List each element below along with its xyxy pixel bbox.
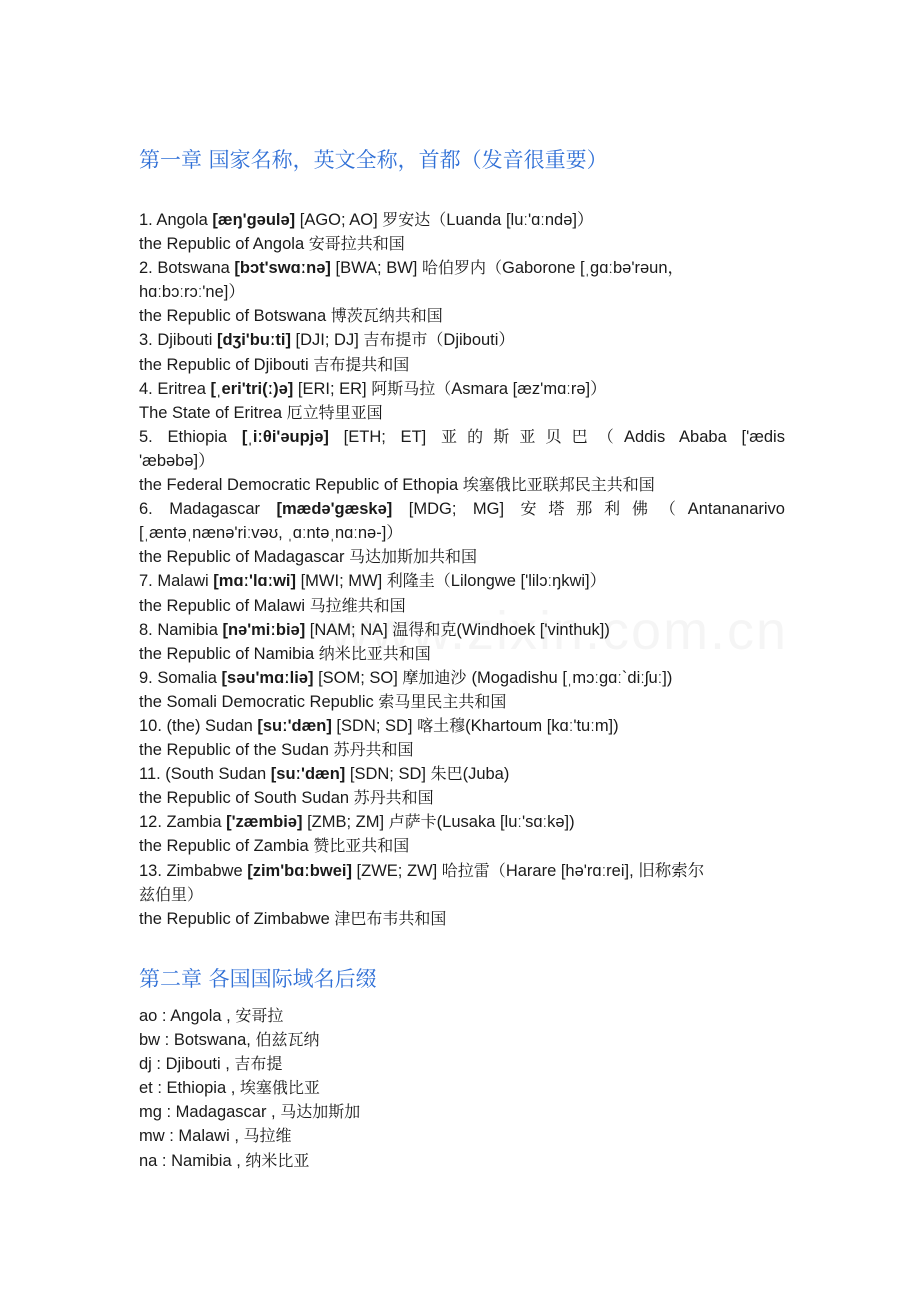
country-name: 2. Botswana: [139, 259, 235, 278]
country-entry-line: [139, 425, 785, 449]
country-entry-line: [139, 859, 785, 883]
domain-country-chinese: 马拉维: [243, 1126, 292, 1146]
country-code: [SDN; SD]: [345, 765, 431, 784]
domain-code: dj : Djibouti ,: [139, 1055, 235, 1074]
full-name-english: the Republic of Namibia: [139, 644, 319, 663]
chapter2-body: [139, 1004, 785, 1173]
country-entry-line: [139, 497, 785, 521]
country-name: 9. Somalia: [139, 668, 222, 687]
country-entry-continuation: [139, 449, 785, 473]
country-code: [SOM; SO]: [313, 668, 403, 687]
full-name-english: the Republic of Madagascar: [139, 548, 350, 567]
country-entry-line: [139, 256, 785, 280]
full-name-chinese: 苏丹共和国: [333, 740, 414, 760]
country-pronunciation: [mædə'ɡæskə]: [276, 500, 393, 519]
capital-chinese: 亚的斯亚贝巴（: [440, 426, 624, 446]
country-full-name-line: [139, 786, 785, 810]
country-pronunciation: [bɔt'swɑːnə]: [234, 259, 331, 278]
country-name: 10. (the) Sudan: [139, 716, 258, 735]
capital-english: Djibouti）: [443, 331, 515, 350]
country-entry-continuation: [139, 280, 785, 304]
capital-english: (Windhoek ['vinthuk]): [456, 620, 610, 639]
country-entry-line: [139, 810, 785, 834]
country-pronunciation: [dʒi'buːti]: [216, 331, 291, 350]
capital-english: Luanda [luː'ɑːndə]）: [446, 211, 594, 229]
country-entry-line: [139, 377, 785, 401]
country-full-name-line: [139, 353, 785, 377]
country-pronunciation: [zim'bɑːbwei]: [247, 861, 352, 880]
chapter2-title: 第二章 各国国际域名后缀: [139, 967, 377, 991]
capital-english: Asmara [æz'mɑːrə]）: [451, 379, 607, 398]
full-name-english: The State of Eritrea: [139, 403, 287, 422]
country-full-name-line: [139, 594, 785, 618]
country-entry-line: [139, 569, 785, 593]
country-full-name-line: [139, 642, 785, 666]
country-entry-line: [139, 714, 785, 738]
capital-chinese: 摩加迪沙: [402, 667, 472, 687]
country-pronunciation: [ˌeri'tri(ː)ə]: [210, 379, 294, 398]
domain-code: mg : Madagascar ,: [139, 1103, 281, 1122]
capital-english: Addis Ababa ['ædis: [623, 427, 785, 446]
country-code: [ZMB; ZM]: [302, 813, 389, 832]
capital-english: (Mogadishu [ˌmɔːɡɑː`diːʃuː]): [471, 668, 673, 687]
full-name-english: the Republic of Djibouti: [139, 355, 314, 374]
capital-continuation: [ˌæntəˌnænə'riːvəʊ, ˌɑːntəˌnɑːnə-]）: [139, 524, 403, 543]
country-code: [DJI; DJ]: [290, 331, 364, 350]
capital-english: Lilongwe ['lilɔːŋkwi]）: [450, 572, 607, 591]
country-pronunciation: [mɑː'lɑːwi]: [213, 572, 297, 591]
full-name-english: the Republic of Malawi: [139, 596, 310, 615]
capital-continuation: 兹伯里）: [139, 884, 204, 904]
domain-country-chinese: 吉布提: [234, 1054, 283, 1074]
full-name-chinese: 吉布提共和国: [313, 354, 410, 374]
country-full-name-line: [139, 545, 785, 569]
capital-english: Gaborone [ˌɡɑːbə'rəun，: [501, 259, 684, 278]
country-code: [MWI; MW]: [296, 572, 387, 591]
country-name: 8. Namibia: [139, 620, 223, 639]
chapter1-title: 第一章 国家名称，英文全称，首都（发音很重要）: [139, 148, 608, 172]
capital-chinese: 哈拉雷（: [441, 860, 506, 880]
domain-country-chinese: 纳米比亚: [245, 1150, 310, 1170]
capital-chinese: 罗安达（: [382, 210, 447, 229]
capital-english: Harare [hə'rɑːrei], 旧称索尔: [505, 861, 705, 880]
domain-country-chinese: 伯兹瓦纳: [255, 1030, 320, 1050]
country-entry-line: [139, 666, 785, 690]
full-name-english: the Somali Democratic Republic: [139, 692, 379, 711]
country-code: [BWA; BW]: [330, 259, 422, 278]
country-name: 4. Eritrea: [139, 379, 211, 398]
country-full-name-line: [139, 401, 785, 425]
capital-chinese: 阿斯马拉（: [371, 378, 452, 398]
full-name-chinese: 赞比亚共和国: [313, 836, 410, 856]
country-code: [ZWE; ZW]: [351, 861, 442, 880]
full-name-english: the Republic of Zimbabwe: [139, 909, 335, 928]
country-code: [ERI; ER]: [293, 379, 372, 398]
country-pronunciation: [suː'dæn]: [257, 716, 332, 735]
country-name: 12. Zambia: [139, 813, 227, 832]
country-full-name-line: [139, 834, 785, 858]
country-name: 11. (South Sudan: [139, 765, 271, 784]
country-full-name-line: [139, 232, 785, 256]
domain-code: bw : Botswana,: [139, 1031, 256, 1050]
domain-suffix-item: [139, 1052, 785, 1076]
domain-country-chinese: 安哥拉: [235, 1006, 284, 1025]
domain-country-chinese: 马达加斯加: [280, 1102, 361, 1122]
capital-chinese: 喀土穆: [417, 715, 466, 735]
country-full-name-line: [139, 690, 785, 714]
country-code: [ETH; ET]: [328, 427, 441, 446]
full-name-english: the Republic of South Sudan: [139, 789, 354, 808]
full-name-chinese: 厄立特里亚国: [286, 402, 383, 422]
full-name-chinese: 博茨瓦纳共和国: [330, 306, 443, 326]
country-pronunciation: [ˌiːθi'əupjə]: [241, 427, 329, 446]
full-name-chinese: 津巴布韦共和国: [334, 908, 447, 928]
full-name-english: the Republic of Zambia: [139, 837, 314, 856]
capital-chinese: 卢萨卡: [388, 812, 437, 832]
full-name-chinese: 马拉维共和国: [309, 595, 406, 615]
full-name-english: the Republic of the Sudan: [139, 741, 334, 760]
country-full-name-line: [139, 473, 785, 497]
capital-chinese: 温得和克: [392, 619, 457, 639]
country-entry-continuation: [139, 521, 785, 545]
capital-chinese: 朱巴: [430, 764, 463, 784]
country-entry-line: [139, 762, 785, 786]
country-full-name-line: [139, 738, 785, 762]
country-name: 13. Zimbabwe: [139, 861, 248, 880]
chapter1-body: [139, 208, 785, 931]
country-name: 7. Malawi: [139, 572, 214, 591]
country-entry-line: [139, 618, 785, 642]
domain-suffix-item: [139, 1149, 785, 1173]
capital-continuation: hɑːbɔːrɔː'ne]）: [139, 283, 245, 302]
capital-english: (Khartoum [kɑː'tuːm]): [465, 716, 619, 735]
country-name: 5. Ethiopia: [139, 427, 242, 446]
domain-suffix-item: [139, 1124, 785, 1148]
country-pronunciation: [æŋ'ɡəulə]: [212, 211, 296, 229]
country-full-name-line: [139, 304, 785, 328]
full-name-english: the Federal Democratic Republic of Ethopia: [139, 476, 463, 495]
full-name-chinese: 索马里民主共和国: [378, 691, 507, 711]
full-name-english: the Republic of Botswana: [139, 307, 331, 326]
capital-continuation: 'æbəbə]）: [139, 451, 215, 470]
country-pronunciation: [suː'dæn]: [270, 765, 346, 784]
country-code: [SDN; SD]: [331, 716, 418, 735]
capital-english: (Lusaka [luː'sɑːkə]): [436, 813, 575, 832]
full-name-chinese: 安哥拉共和国: [308, 234, 405, 254]
capital-chinese: 哈伯罗内（: [421, 258, 502, 278]
domain-country-chinese: 埃塞俄比亚: [239, 1078, 320, 1098]
domain-code: na : Namibia ,: [139, 1151, 246, 1170]
country-entry-line: [139, 328, 785, 352]
full-name-chinese: 马达加斯加共和国: [349, 547, 478, 567]
country-name: 1. Angola: [139, 211, 213, 229]
capital-english: Antananarivo: [687, 500, 785, 519]
country-full-name-line: [139, 907, 785, 931]
country-entry-line: [139, 208, 785, 232]
capital-chinese: 吉布提市（: [363, 330, 444, 350]
capital-english: (Juba): [462, 765, 510, 784]
full-name-chinese: 纳米比亚共和国: [318, 643, 431, 663]
country-code: [NAM; NA]: [305, 620, 393, 639]
domain-code: ao : Angola ,: [139, 1007, 236, 1025]
full-name-chinese: 苏丹共和国: [353, 788, 434, 808]
domain-suffix-item: [139, 1004, 785, 1028]
capital-chinese: 安塔那利佛（: [520, 499, 688, 519]
country-entry-continuation: [139, 883, 785, 907]
domain-suffix-item: [139, 1028, 785, 1052]
full-name-english: the Republic of Angola: [139, 235, 309, 254]
country-pronunciation: [səu'mɑːliə]: [221, 668, 314, 687]
capital-chinese: 利隆圭（: [386, 571, 451, 591]
country-name: 6. Madagascar: [139, 500, 277, 519]
country-pronunciation: ['zæmbiə]: [226, 813, 303, 832]
full-name-chinese: 埃塞俄比亚联邦民主共和国: [462, 475, 655, 495]
country-code: [MDG; MG]: [392, 500, 521, 519]
country-pronunciation: [nə'miːbiə]: [222, 620, 306, 639]
domain-code: mw : Malawi ,: [139, 1127, 244, 1146]
country-code: [AGO; AO]: [295, 211, 383, 229]
country-name: 3. Djibouti: [139, 331, 217, 350]
domain-suffix-item: [139, 1076, 785, 1100]
domain-suffix-item: [139, 1100, 785, 1124]
domain-code: et : Ethiopia ,: [139, 1079, 240, 1098]
